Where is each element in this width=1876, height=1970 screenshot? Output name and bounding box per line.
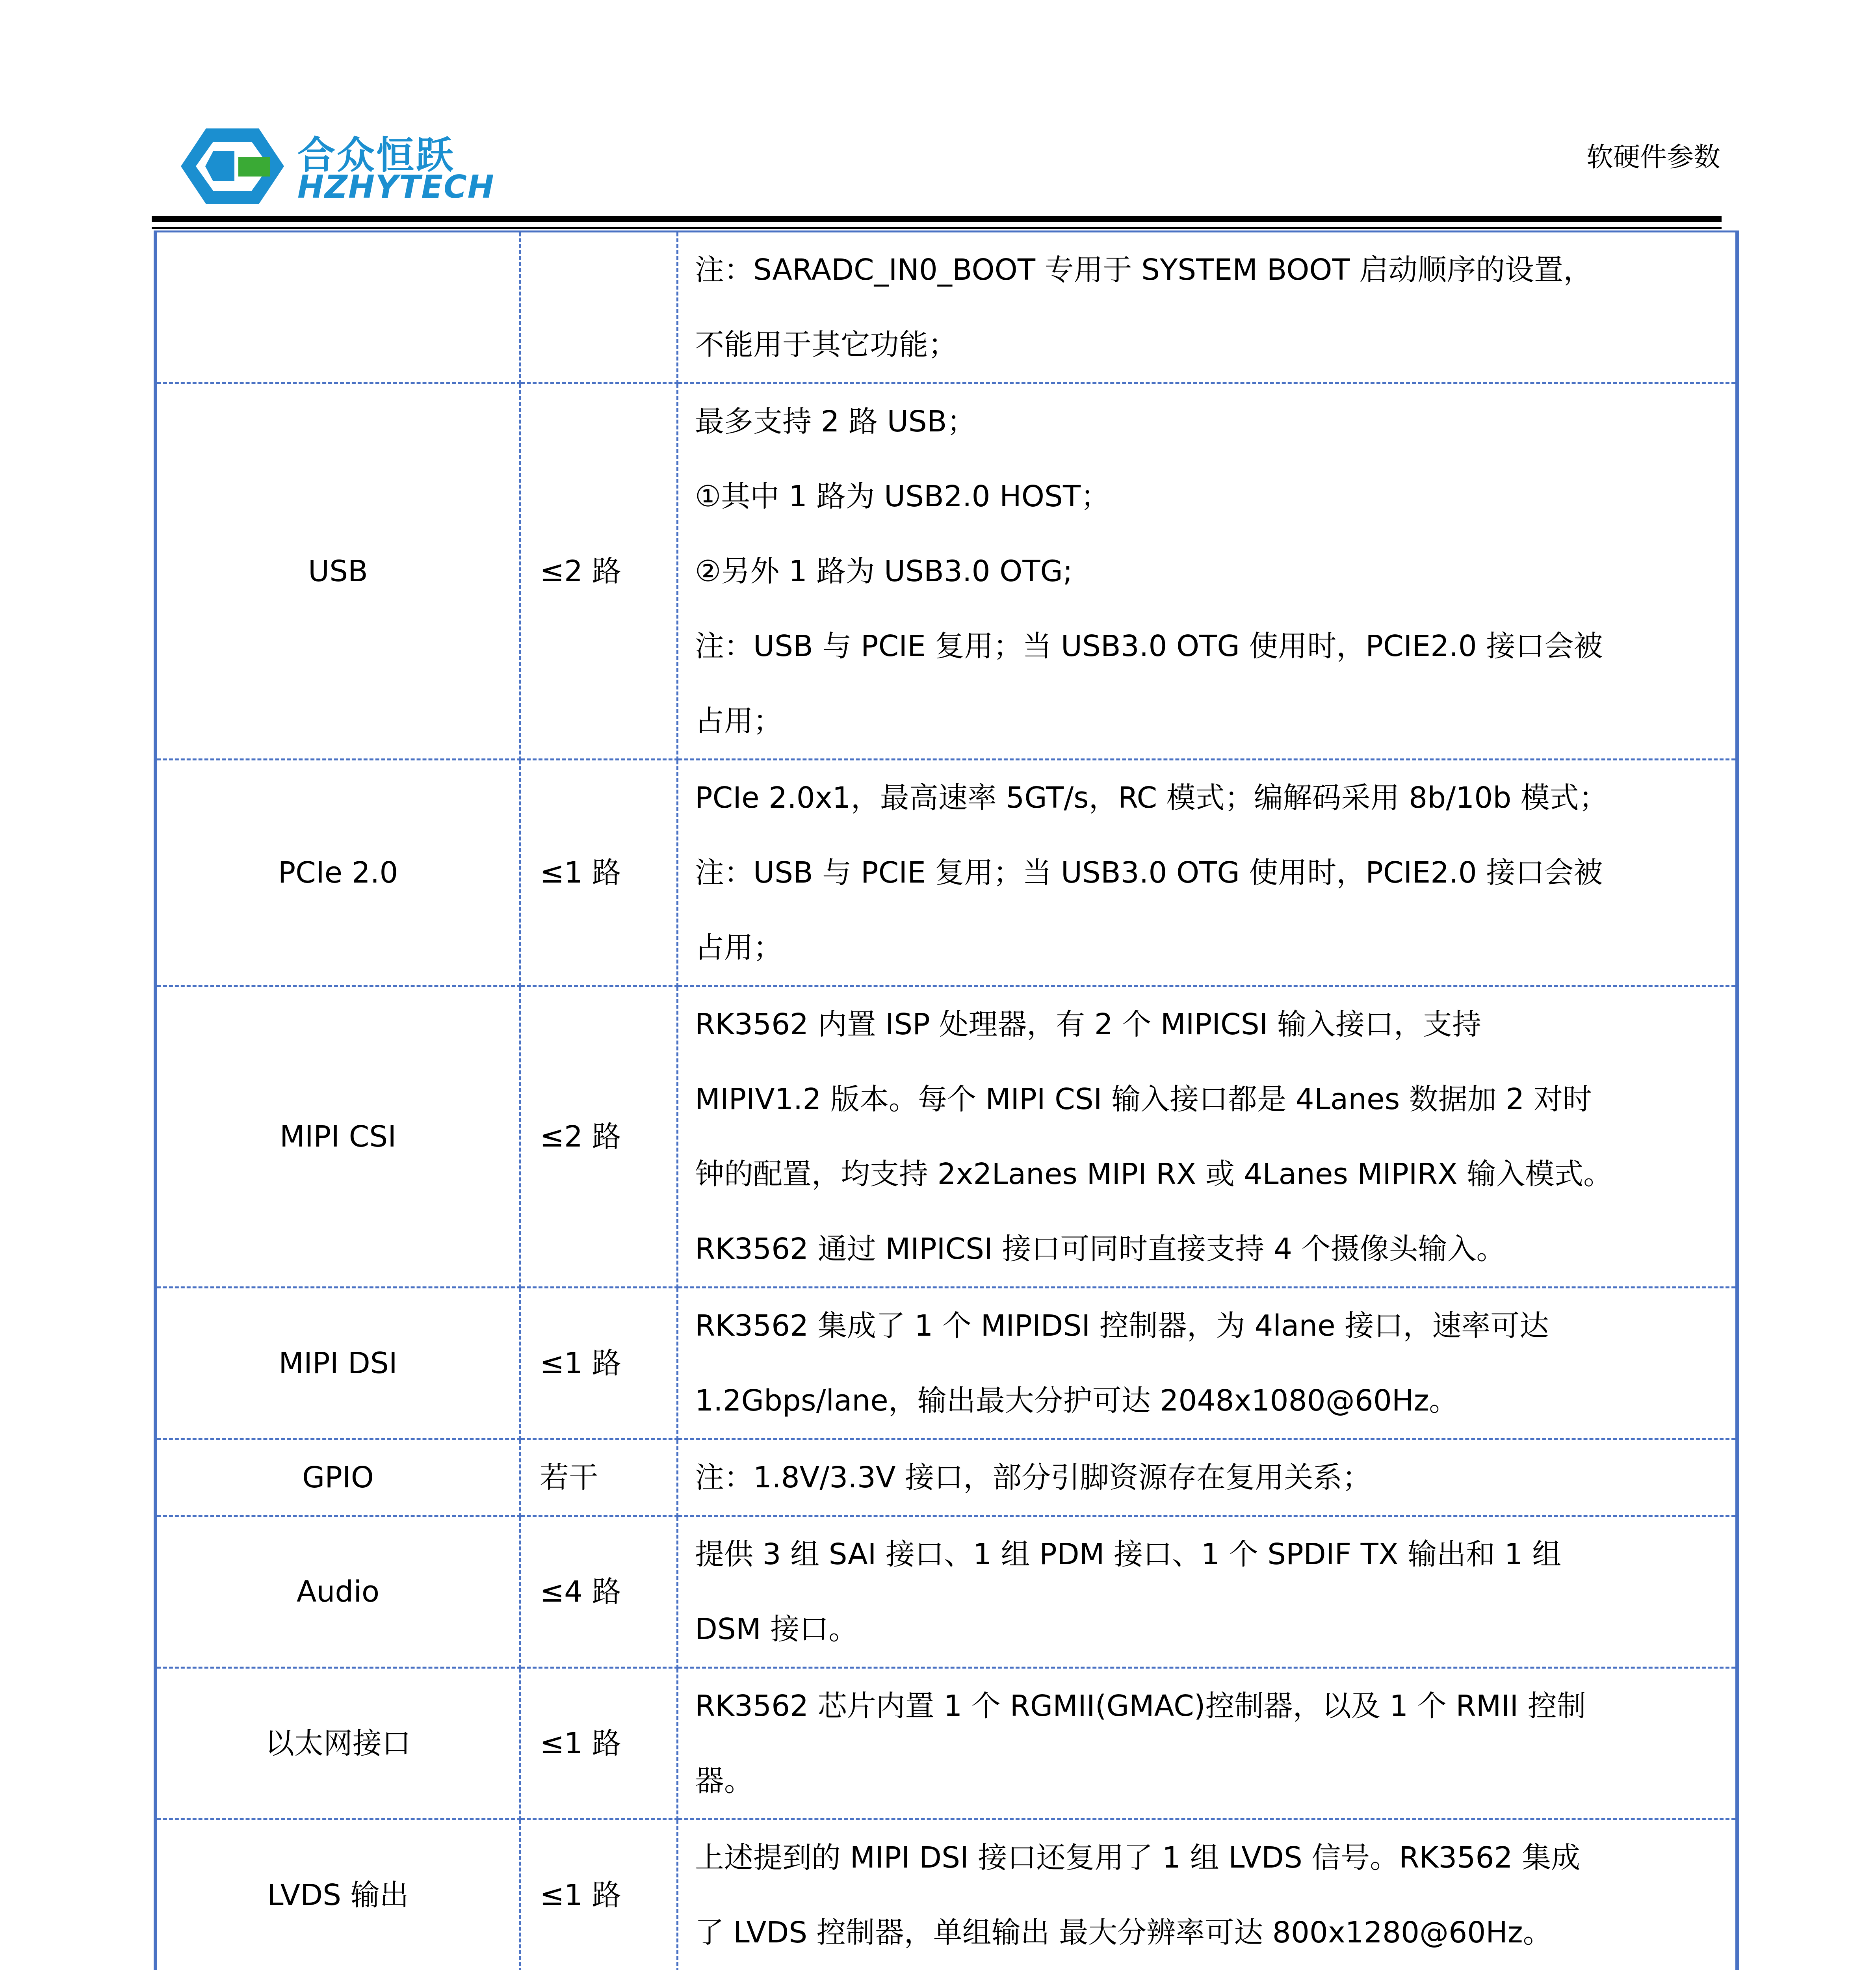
interface-name-cell: MIPI CSI	[156, 986, 520, 1288]
description-line: 注：SARADC_IN0_BOOT 专用于 SYSTEM BOOT 启动顺序的设置，	[695, 253, 1593, 287]
description-cell	[678, 760, 1737, 986]
description-line: RK3562 芯片内置 1 个 RGMII(GMAC)控制器，以及 1 个 RMII 控制	[695, 1689, 1586, 1723]
table-row	[156, 986, 1737, 1288]
description-line: 1.2Gbps/lane，输出最大分护可达 2048x1080@60Hz。	[695, 1384, 1458, 1418]
table-row	[156, 1288, 1737, 1439]
interface-name-cell: USB	[156, 383, 520, 760]
table-row	[156, 1439, 1737, 1516]
interface-count-cell	[520, 232, 678, 383]
interface-count-cell: ≤1 路	[520, 760, 678, 986]
table-row	[156, 1668, 1737, 1819]
description-line: 钟的配置，均支持 2x2Lanes MIPI RX 或 4Lanes MIPIRX 输入模式。	[695, 1157, 1613, 1191]
table-row	[156, 383, 1737, 760]
section-title: 软硬件参数	[1586, 142, 1720, 173]
interface-count-cell: ≤2 路	[520, 383, 678, 760]
interface-count-cell: ≤4 路	[520, 1516, 678, 1668]
description-line: RK3562 集成了 1 个 MIPIDSI 控制器，为 4lane 接口，速率可达	[695, 1309, 1549, 1343]
description-line: 注：1.8V/3.3V 接口，部分引脚资源存在复用关系；	[695, 1461, 1372, 1494]
interface-count-cell: ≤1 路	[520, 1668, 678, 1819]
interface-count-cell: ≤1 路	[520, 1819, 678, 1970]
table-row	[156, 232, 1737, 383]
description-line: ②另外 1 路为 USB3.0 OTG;	[695, 554, 1073, 588]
description-cell	[678, 383, 1737, 760]
interface-name-cell: GPIO	[156, 1439, 520, 1516]
table-row	[156, 1516, 1737, 1668]
description-line: 上述提到的 MIPI DSI 接口还复用了 1 组 LVDS 信号。RK3562 集成	[695, 1841, 1581, 1875]
description-line: 了 LVDS 控制器，单组输出 最大分辨率可达 800x1280@60Hz。	[695, 1916, 1552, 1950]
description-cell	[678, 1819, 1737, 1970]
interface-count-cell: ≤1 路	[520, 1288, 678, 1439]
description-line: MIPIV1.2 版本。每个 MIPI CSI 输入接口都是 4Lanes 数据加 2 对时	[695, 1082, 1592, 1116]
logo-chinese-text: 合众恒跃	[297, 133, 455, 177]
interface-name-cell: MIPI DSI	[156, 1288, 520, 1439]
description-line: 最多支持 2 路 USB；	[695, 405, 976, 439]
logo-english-text: HZHYTECH	[297, 169, 495, 205]
description-line: RK3562 通过 MIPICSI 接口可同时直接支持 4 个摄像头输入。	[695, 1232, 1506, 1266]
interface-name-cell: 以太网接口	[156, 1668, 520, 1819]
description-line: 注：USB 与 PCIE 复用；当 USB3.0 OTG 使用时，PCIE2.0 接口会被	[695, 856, 1603, 890]
description-line: 占用；	[695, 704, 782, 738]
spec-table-body	[156, 232, 1737, 1970]
interface-name-cell: PCIe 2.0	[156, 760, 520, 986]
description-line: 器。	[695, 1764, 753, 1798]
description-line: 注：USB 与 PCIE 复用；当 USB3.0 OTG 使用时，PCIE2.0 接口会被	[695, 629, 1603, 663]
description-cell	[678, 232, 1737, 383]
header-divider-thin	[152, 227, 1722, 229]
description-line: 提供 3 组 SAI 接口、1 组 PDM 接口、1 个 SPDIF TX 输出和 1 组	[695, 1537, 1562, 1571]
interface-count-cell: 若干	[520, 1439, 678, 1516]
description-line: DSM 接口。	[695, 1612, 858, 1646]
interface-name-cell: LVDS 输出	[156, 1819, 520, 1970]
company-logo-mark-icon	[179, 126, 286, 207]
table-row	[156, 760, 1737, 986]
interface-name-cell	[156, 232, 520, 383]
description-cell	[678, 1668, 1737, 1819]
interface-name-cell: Audio	[156, 1516, 520, 1668]
description-cell	[678, 1288, 1737, 1439]
description-line: 不能用于其它功能；	[695, 328, 957, 362]
description-line: RK3562 内置 ISP 处理器，有 2 个 MIPICSI 输入接口，支持	[695, 1007, 1482, 1041]
description-cell	[678, 1516, 1737, 1668]
description-line: 占用；	[695, 931, 782, 965]
description-cell	[678, 1439, 1737, 1516]
interface-count-cell: ≤2 路	[520, 986, 678, 1288]
description-line: PCIe 2.0x1，最高速率 5GT/s，RC 模式；编解码采用 8b/10b 模式；	[695, 781, 1608, 815]
description-cell	[678, 986, 1737, 1288]
spec-table	[154, 230, 1739, 1970]
description-line: ①其中 1 路为 USB2.0 HOST；	[695, 479, 1110, 513]
company-logo	[179, 125, 495, 208]
header-divider	[152, 216, 1722, 222]
table-row	[156, 1819, 1737, 1970]
